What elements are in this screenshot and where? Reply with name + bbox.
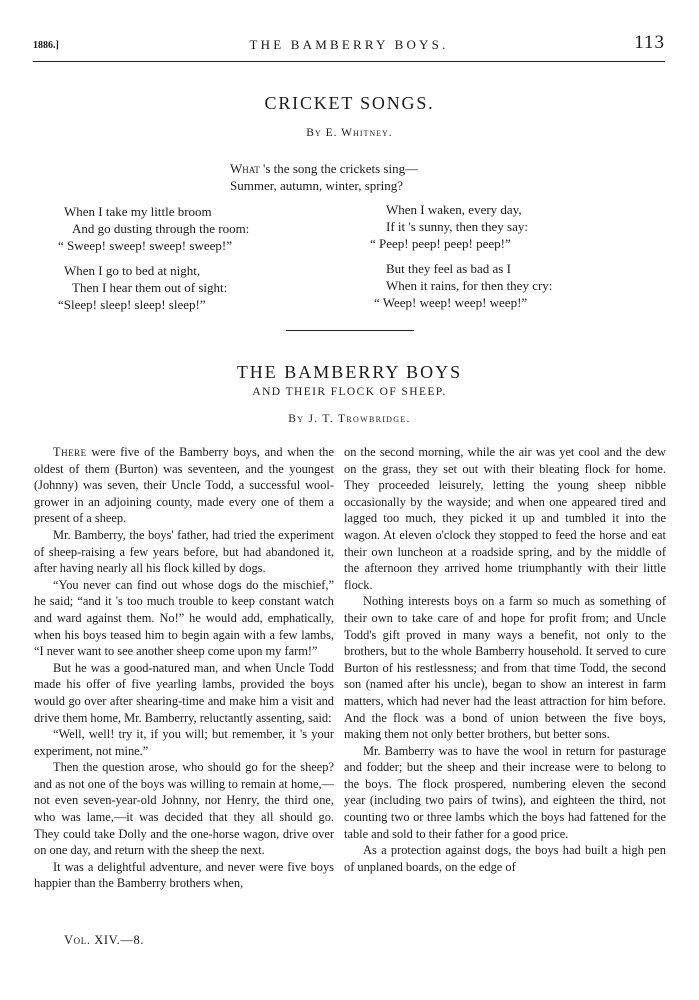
poem-author: By E. Whitney. [306,127,393,139]
story-right-column [344,444,666,875]
poem-title: CRICKET SONGS. [264,93,435,113]
story-author: By J. T. Trowbridge. [288,413,411,425]
poem-line: Then I hear them out of sight: [72,280,228,296]
poem-line: When I waken, every day, [386,202,522,217]
story-paragraph [34,660,334,726]
poem-intro-line: Summer, autumn, winter, spring? [230,178,403,193]
poem-stanza [370,261,552,311]
story-paragraph [344,593,666,742]
story-title: THE BAMBERRY BOYS [236,362,463,382]
paragraph-text: As a protection against dogs, the boys had built a high pen of unplaned boards, on the edge of [344,843,666,874]
header-page-number: 113 [634,32,665,53]
header-rule [33,61,665,62]
story-paragraph [34,577,334,660]
story-subtitle: AND THEIR FLOCK OF SHEEP. [252,386,447,398]
paragraph-lead-word: There [53,445,87,459]
paragraph-text: Then the question arose, who should go for the sheep? and as not one of the boys was willing to remain at home,—not even seven-year-old Johnny, nor Henry, the third one, who was lame,—it was decided that they all should go. They could take Dolly and the one-horse wagon, drive over on one day, and return with the sheep the next. [34,760,334,858]
poem-line: “ Sweep! sweep! sweep! sweep!” [58,237,232,253]
poem-line: When I go to bed at night, [64,263,201,279]
paragraph-text: Mr. Bamberry, the boys' father, had tried the experiment of sheep-raising a few years before, but had abandoned it, after having nearly all his flock killed by dogs. [34,527,334,576]
story-paragraph [34,527,334,577]
poem-line: “Sleep! sleep! sleep! sleep!” [58,296,206,312]
story-left-column [34,444,334,892]
paragraph-text: were five of the Bamberry boys, and when the oldest of them (Burton) was seventeen, and the youngest (Johnny) was seven, their Uncle Todd, a successful wool-grower in an adjoining county, made every one of them a present of a sheep. [34,445,334,526]
paragraph-text: It was a delightful adventure, and never were five boys happier than the Bamberry brothers when, [34,859,334,891]
story-paragraph [344,444,666,593]
header-running-title: THE BAMBERRY BOYS. [249,37,449,52]
poem-right-column [370,202,552,321]
story-paragraph [344,743,666,843]
running-header [33,32,665,58]
poem-intro-line: What 's the song the crickets sing— [230,161,419,176]
volume-folio: Vol. XIV.—8. [64,933,145,947]
paragraph-text: on the second morning, while the air was yet cool and the dew on the grass, they set out with their bleating flock for home. They proceeded leisurely, letting the young sheep nibble occasionally by the wayside; and when one appeared tired and lagged too much, they picked it up and tumbled it into the wagon. At eleven o'clock they stopped to feed the horse and eat their own luncheon at a roadside spring, and by the middle of the afternoon they arrived home triumphantly with their little flock. [344,445,666,592]
paragraph-text: Nothing interests boys on a farm so much as something of their own to take care of and hope for profit from; and Uncle Todd's gift proved in many ways a benefit, not only to the brothers, but to the whole Bamberry household. It served to cure Burton of his restlessness; and from that time Todd, the second son (named after his uncle), began to show an interest in farm matters, which had never had the least attraction for him before. And the flock was a bond of union between the five boys, making them not only better brothers, but better sons. [344,594,666,742]
poem-intro [230,160,418,194]
story-paragraph [34,726,334,759]
poem-line: And go dusting through the room: [72,220,250,236]
poem-stanza [58,263,249,313]
section-divider [286,330,414,331]
story-paragraph [34,859,334,892]
poem-stanza [370,202,552,252]
paragraph-text: But he was a good-natured man, and when Uncle Todd made his offer of five yearling lambs, provided the boys would go over after shearing-time and make him a visit and drive them home, Mr. Bamberry, reluctantly assenting, said: [34,660,334,725]
poem-stanza [58,204,250,254]
poem-line: “ Peep! peep! peep! peep!” [370,235,511,251]
header-year: 1886.] [33,40,59,51]
paragraph-text: “Well, well! try it, if you will; but remember, it 's your experiment, not mine.” [34,727,334,758]
story-paragraph [34,759,334,859]
story-paragraph [34,444,334,527]
poem-line: When it rains, for then they cry: [386,278,553,294]
poem-line: “ Weep! weep! weep! weep!” [374,294,528,310]
poem-line: But they feel as bad as I [386,261,511,277]
intro-lead-word: What [230,161,260,176]
poem-line: If it 's sunny, then they say: [386,218,528,234]
story-paragraph [344,842,666,875]
paragraph-text: “You never can find out whose dogs do the mischief,” he said; “and it 's too much trouble to keep constant watch and ward against them. No!” he would add, emphatically, when his boys teased him to begin again with a few lambs, “I never want to see another sheep come upon my farm!” [34,577,334,659]
paragraph-text: Mr. Bamberry was to have the wool in return for pasturage and fodder; but the sheep and their increase were to belong to the boys. The flock prospered, numbering eleven the second year (including two pairs of twins), and eighteen the third, not counting two or three lambs which the boys had fattened for the table and sold to their father for a good price. [344,743,666,841]
poem-line: When I take my little broom [64,204,212,219]
poem-left-column [58,204,250,323]
